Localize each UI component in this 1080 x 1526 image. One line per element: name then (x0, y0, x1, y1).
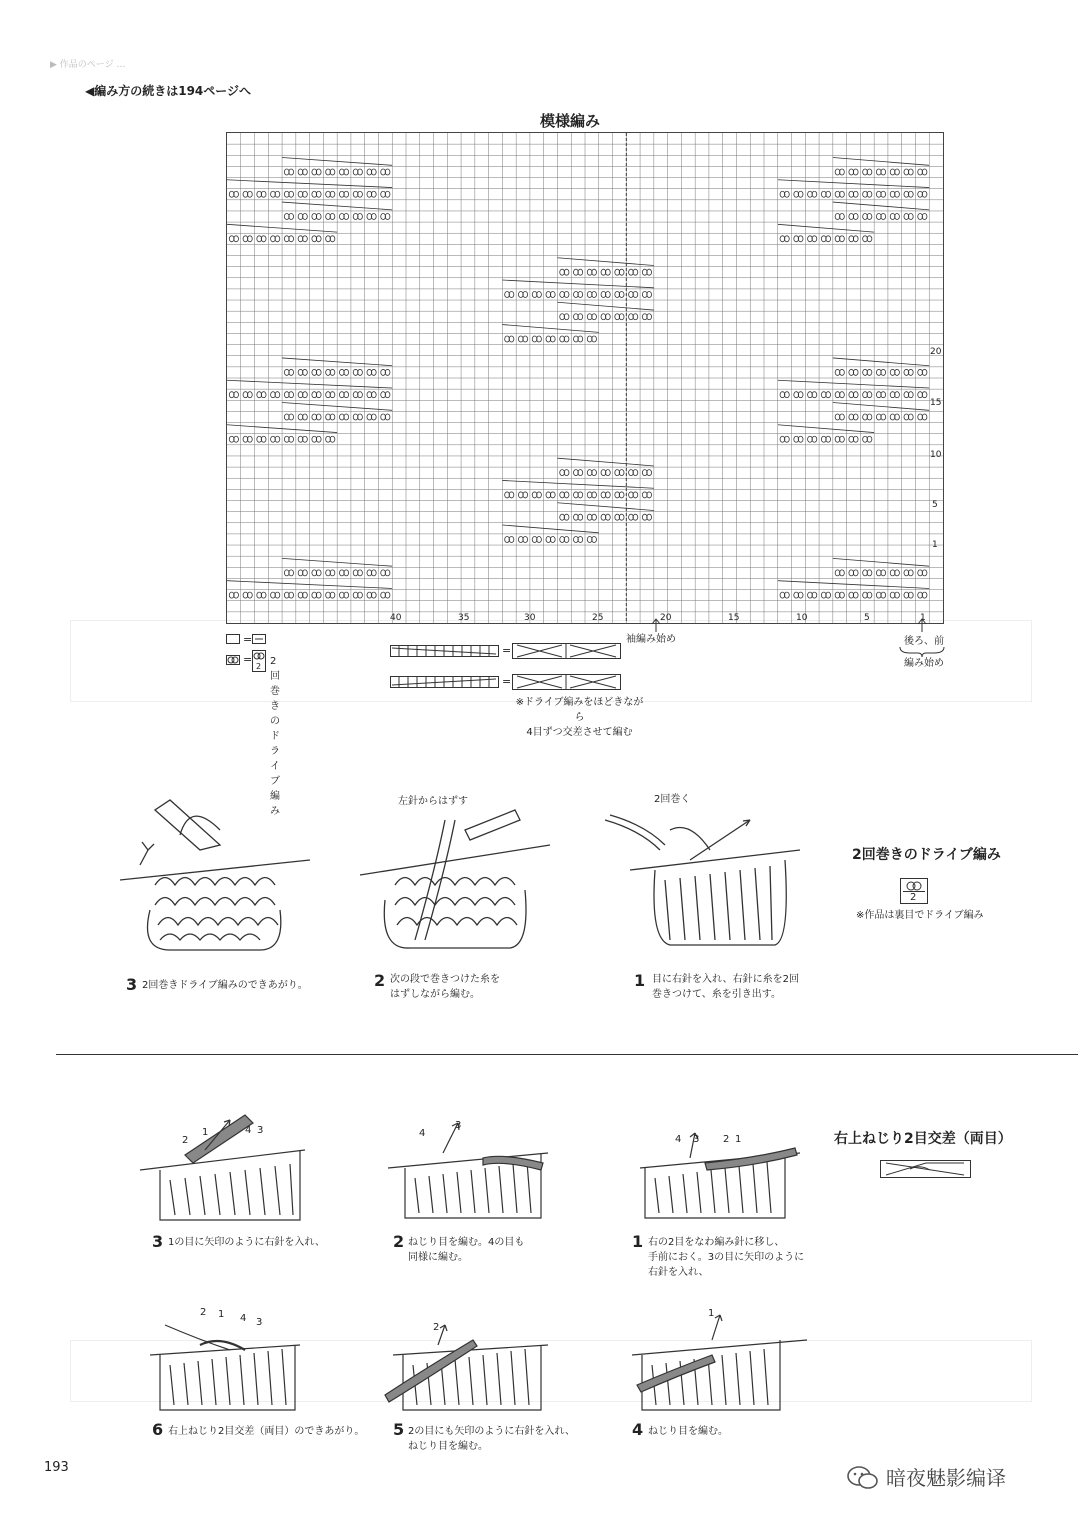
twist-step3-illustration (135, 1095, 310, 1225)
body-start-arrow-icon (916, 618, 928, 632)
s2-step6-num: 6 (152, 1420, 164, 1439)
s2-step1-text: 右の2目をなわ編み針に移し、 手前におく。3の目に矢印のように 右針を入れ、 (648, 1237, 805, 1278)
body-start-label-1: 後ろ、前 (904, 636, 944, 647)
watermark: 暗夜魅影编译 (886, 1466, 1006, 1490)
knitting-chart (226, 132, 944, 624)
column-numbers (226, 611, 942, 625)
chart-grid (227, 133, 943, 623)
row-num-20: 20 (930, 347, 942, 357)
twist-step4-illustration (632, 1300, 812, 1415)
section2-title: 右上ねじり2目交差（両目） (834, 1131, 1012, 1147)
s2-step2-text: ねじり目を編む。4の目も 同様に編む。 (408, 1237, 525, 1263)
col-num-1: 1 (920, 613, 926, 623)
cross-symbol-icon-2 (512, 674, 622, 690)
cross-row-icon-1 (390, 645, 500, 657)
s2-step4-text: ねじり目を編む。 (648, 1426, 728, 1437)
purl-cell-icon (252, 634, 266, 644)
row-num-10: 10 (930, 450, 942, 460)
twist-step2-illustration (383, 1108, 553, 1223)
s2-step5-text: 2の目にも矢印のように右針を入れ、 ねじり目を編む。 (408, 1426, 575, 1452)
s2-step1-num: 1 (632, 1232, 644, 1251)
col-num-5: 5 (864, 613, 870, 623)
chart-title: 模様編み (540, 112, 601, 130)
s2-step5-num: 5 (393, 1420, 405, 1439)
knitting-fabric-icon (135, 1095, 310, 1225)
drive-symbol-num: 2 (910, 892, 917, 903)
s1-step1-num: 1 (634, 971, 646, 990)
s2-step3-text: 1の目に矢印のように右針を入れ、 (168, 1237, 325, 1248)
f3-label-1: 1 (202, 1127, 209, 1138)
drive-turns: 2 (256, 662, 262, 671)
cross-eq-2: = (502, 675, 512, 688)
knitting-fabric-icon (355, 790, 555, 960)
f1-label-1: 1 (735, 1134, 742, 1145)
col-num-40: 40 (390, 613, 402, 623)
section-divider (56, 1054, 1078, 1055)
body-start-label-2: 編み始め (904, 658, 944, 669)
knitting-fabric-icon (635, 1108, 805, 1223)
s2-step4-num: 4 (632, 1420, 644, 1439)
label-remove: 左針からはずす (398, 796, 468, 807)
knitting-fabric-icon (383, 1108, 553, 1223)
f3-label-3: 3 (257, 1125, 264, 1136)
sleeve-start-arrow-icon (650, 618, 662, 632)
drive-label: 2回巻きのドライブ編み (270, 656, 280, 817)
legend-eq-1: = (243, 633, 253, 646)
f3-label-2: 2 (182, 1135, 189, 1146)
f6-label-1: 1 (218, 1309, 225, 1320)
legend-eq-2: = (243, 653, 253, 666)
col-num-30: 30 (524, 613, 536, 623)
f1-label-2: 2 (723, 1134, 730, 1145)
wechat-icon (846, 1465, 880, 1491)
row-num-15: 15 (930, 398, 942, 408)
f1-label-4: 4 (675, 1134, 682, 1145)
drive-step3-illustration (110, 790, 330, 960)
sleeve-start-label: 袖編み始め (626, 634, 676, 645)
s2-step6-text: 右上ねじり2目交差（両目）のできあがり。 (168, 1426, 365, 1437)
s1-step3-text: 2回巻きドライブ編みのできあがり。 (142, 980, 308, 991)
s2-step2-num: 2 (393, 1232, 405, 1251)
cross-eq-1: = (502, 644, 512, 657)
row-num-1: 1 (932, 540, 938, 550)
row-num-5: 5 (932, 500, 938, 510)
running-head: ▶ 作品のページ … (50, 60, 126, 70)
section1-note: ※作品は裏目でドライブ編み (856, 910, 984, 921)
knitting-fabric-icon (110, 790, 330, 960)
col-num-25: 25 (592, 613, 604, 623)
s1-step1-text: 目に右針を入れ、右針に糸を2回 巻きつけて、糸を引き出す。 (652, 974, 799, 1000)
f3-label-4: 4 (245, 1125, 252, 1136)
col-num-15: 15 (728, 613, 740, 623)
f2-label-3: 3 (455, 1120, 462, 1131)
twist-step6-illustration (150, 1305, 310, 1415)
f6-label-3: 3 (256, 1317, 263, 1328)
cross-note: ※ドライブ編みをほどきながら 4目ずつ交差させて編む (515, 697, 644, 738)
continue-note: ◀編み方の続きは194ページへ (85, 84, 252, 98)
cross-twist-symbol-icon (880, 1160, 972, 1178)
drive-cell-icon (226, 655, 240, 665)
twist-step1-illustration (635, 1108, 805, 1223)
drive-symbol-box (900, 878, 928, 904)
col-num-35: 35 (458, 613, 470, 623)
empty-cell-icon (226, 634, 240, 644)
cross-row-icon-2 (390, 676, 500, 688)
f6-label-2: 2 (200, 1307, 207, 1318)
drive-step2-illustration (355, 790, 555, 960)
page-number: 193 (44, 1460, 69, 1475)
drive-step1-illustration (600, 790, 810, 960)
s1-step3-num: 3 (126, 975, 138, 994)
col-num-10: 10 (796, 613, 808, 623)
knitting-fabric-icon (600, 790, 810, 960)
f4-label-1: 1 (708, 1308, 715, 1319)
section1-title: 2回巻きのドライブ編み (852, 847, 1001, 863)
s1-step2-num: 2 (374, 971, 386, 990)
f2-label-4: 4 (419, 1128, 426, 1139)
knitting-fabric-icon (150, 1305, 310, 1415)
s1-step2-text: 次の段で巻きつけた糸を はずしながら編む。 (390, 974, 500, 1000)
knitting-fabric-icon (632, 1300, 812, 1415)
cross-symbol-icon-1 (512, 643, 622, 659)
label-wrap: 2回巻く (654, 794, 691, 805)
col-num-20: 20 (660, 613, 672, 623)
twist-step5-illustration (383, 1300, 553, 1415)
s2-step3-num: 3 (152, 1232, 164, 1251)
f1-label-3: 3 (693, 1134, 700, 1145)
f6-label-4: 4 (240, 1313, 247, 1324)
knitting-fabric-icon (383, 1300, 553, 1415)
f5-label-2: 2 (433, 1322, 440, 1333)
